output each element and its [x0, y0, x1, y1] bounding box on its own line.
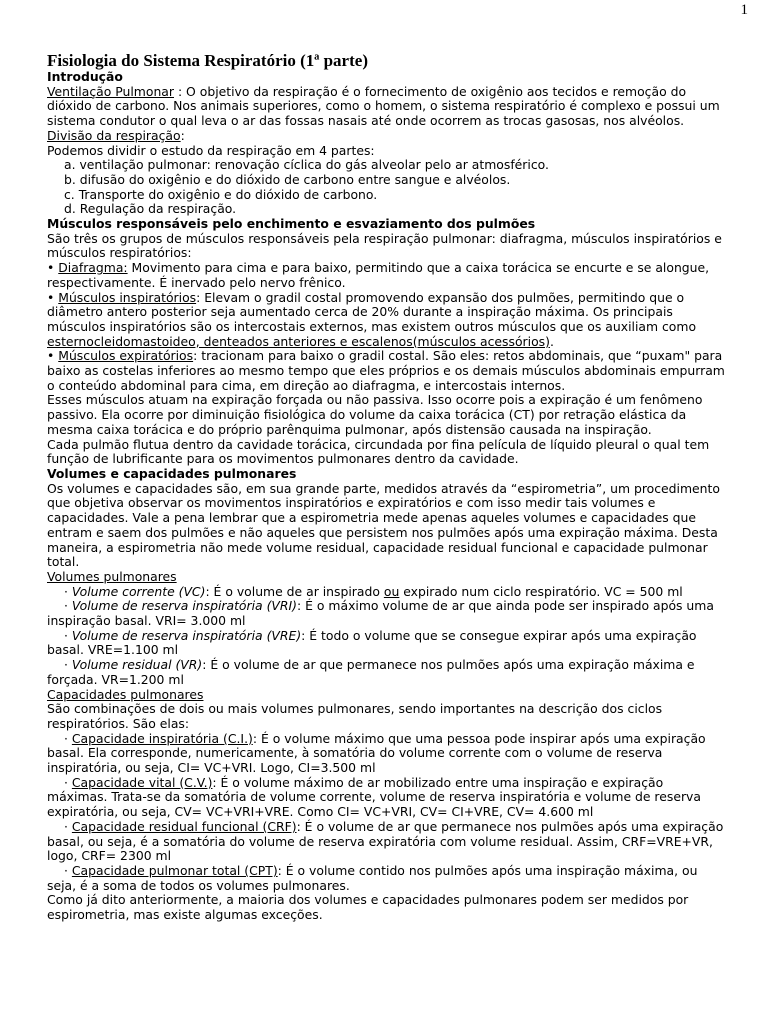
intro-paragraph: [47, 85, 727, 129]
intro-text: : O objetivo da respiração é o fornecimento de oxigênio aos tecidos e remoção do dióxido de carbono. Nos animais superiores, como o homem, o sistema respiratório é complexo e possui um sistema condutor o qual leva o ar das fossas nasais até onde ocorrem as trocas gasosas, nos alvéolos.: [47, 83, 720, 129]
vc-term: Volume corrente (VC): [71, 583, 206, 599]
vre-term: Volume de reserva inspiratória (VRE): [71, 627, 302, 643]
cpt-term: Capacidade pulmonar total (CPT): [71, 862, 278, 878]
volume-vc: [47, 585, 727, 600]
inspiratory-term: Músculos inspiratórios: [58, 289, 197, 305]
inspiratory-end: .: [549, 333, 554, 349]
capacity-cpt: [47, 864, 727, 893]
inspiratory-bullet: [47, 291, 727, 350]
pleural-paragraph: Cada pulmão flutua dentro da cavidade torácica, circundada por fina película de líquido pleural o qual tem função de lubrificante para os movimentos pulmonares dentro da cavidade.: [47, 436, 710, 467]
inspiratory-text: : Elevam o gradil costal promovendo expansão dos pulmões, permitindo que o diâmetro antero posterior seja aumentado cerca de 20% durante a inspiração máxima. Os principais músculos inspiratórios são os intercostais externos, mas existem outros músculos que os auxiliam como: [47, 289, 697, 334]
vr-text: : É o volume de ar que permanece nos pulmões após uma expiração máxima e forçada. VR=1.200 ml: [47, 657, 695, 687]
marker-icon: ·: [64, 598, 72, 614]
volume-vr: [47, 658, 727, 687]
capacity-crf: [47, 820, 727, 864]
volumes-intro: Os volumes e capacidades são, em sua grande parte, medidos através da “espirometria”, um procedimento que objetiva observar os movimentos inspiratórios e expiratórios e com isso medir tais volumes e capacidades. Vale a pena lembrar que a espirometria mede apenas aqueles volumes e capacidades que entram e saem dos pulmões e não aqueles que persistem nos pulmões após uma expiração máxima. Desta maneira, a espirometria não mede volume residual, capacidade residual funcional e capacidade pulmonar total.: [47, 480, 720, 570]
vc-text-a: : É o volume de ar inspirado: [205, 583, 384, 599]
capacities-subheading: Capacidades pulmonares: [47, 686, 204, 702]
ventilation-term: Ventilação Pulmonar: [47, 83, 174, 99]
cv-term: Capacidade vital (C.V.): [71, 774, 213, 790]
diaphragm-text: Movimento para cima e para baixo, permitindo que a caixa torácica se encurte e se alongue, respectivamente. É inervado pelo nervo frênico.: [47, 260, 710, 290]
capacity-cv: [47, 776, 727, 820]
marker-icon: ·: [64, 583, 72, 599]
marker-icon: ·: [64, 862, 72, 878]
vr-term: Volume residual (VR): [71, 657, 203, 673]
capacity-ci: [47, 732, 727, 776]
marker-icon: ·: [64, 627, 72, 643]
vc-or: ou: [383, 583, 400, 599]
diaphragm-term: Diafragma:: [58, 260, 128, 276]
expiratory-bullet: [47, 349, 727, 393]
diaphragm-bullet: [47, 261, 727, 290]
forced-expiration-paragraph: Esses músculos atuam na expiração forçada ou não passiva. Isso ocorre pois a expiração é um fenômeno passivo. Ela ocorre por diminuição fisiológica do volume da caixa torácica (CT) por retração elástica da mesma caixa torácica e do próprio parênquima pulmonar, após distensão causada na inspiração.: [47, 392, 703, 437]
muscles-intro: São três os grupos de músculos responsáveis pela respiração pulmonar: diafragma, músculos inspiratórios e músculos respiratórios:: [47, 230, 722, 261]
accessory-muscles: esternocleidomastoideo, denteados anteriores e escalenos(músculos acessórios): [47, 333, 550, 349]
marker-icon: ·: [64, 657, 72, 673]
page-title: Fisiologia do Sistema Respiratório (1ª parte): [47, 51, 368, 70]
division-heading: [47, 129, 727, 144]
document-body: [47, 51, 727, 923]
crf-term: Capacidade residual funcional (CRF): [71, 818, 297, 834]
marker-icon: ·: [64, 818, 72, 834]
volumes-subheading: Volumes pulmonares: [47, 568, 177, 584]
cpt-text: : É o volume contido nos pulmões após uma inspiração máxima, ou seja, é a soma de todos os volumes pulmonares.: [47, 862, 698, 893]
ci-term: Capacidade inspiratória (C.I.): [71, 730, 253, 746]
volumes-heading: Volumes e capacidades pulmonares: [47, 465, 297, 481]
bullet-icon: •: [47, 348, 55, 364]
expiratory-text: : tracionam para baixo o gradil costal. São eles: retos abdominais, que “puxam" para baixo as costelas inferiores ao mesmo tempo que eles próprios e os demais músculos abdominais empurram o conteúdo abdominal para cima, em direção ao diafragma, e intercostais internos.: [47, 348, 725, 393]
division-item-c: c. Transporte do oxigênio e do dióxido de carbono.: [64, 186, 378, 202]
marker-icon: ·: [64, 730, 72, 746]
volume-vre: [47, 629, 727, 658]
volume-vri: [47, 599, 727, 628]
expiratory-term: Músculos expiratórios: [58, 348, 194, 364]
marker-icon: ·: [64, 774, 72, 790]
muscles-heading: Músculos responsáveis pelo enchimento e esvaziamento dos pulmões: [47, 216, 536, 232]
vre-text: : É todo o volume que se consegue expirar após uma expiração basal. VRE=1.100 ml: [47, 627, 697, 658]
page-number: 1: [740, 2, 748, 18]
division-colon: :: [180, 127, 185, 143]
intro-heading: Introdução: [47, 69, 123, 84]
division-item-b: b. difusão do oxigênio e do dióxido de carbono entre sangue e alvéolos.: [64, 171, 511, 187]
vri-text: : É o máximo volume de ar que ainda pode ser inspirado após uma inspiração basal. VRI= 3.000 ml: [47, 598, 714, 629]
division-item-d: d. Regulação da respiração.: [64, 201, 237, 217]
capacities-intro: São combinações de dois ou mais volumes pulmonares, sendo importantes na descrição dos ciclos respiratórios. São elas:: [47, 701, 663, 731]
vri-term: Volume de reserva inspiratória (VRI): [71, 598, 297, 614]
division-intro: Podemos dividir o estudo da respiração em 4 partes:: [47, 142, 375, 158]
division-heading-text: Divisão da respiração: [47, 127, 181, 143]
closing-paragraph: Como já dito anteriormente, a maioria dos volumes e capacidades pulmonares podem ser medidos por espirometria, mas existe algumas exceções.: [47, 892, 689, 923]
ci-text: : É o volume máximo que uma pessoa pode inspirar após uma expiração basal. Ela corresponde, numericamente, à somatória do volume corrente com o volume de reserva inspiratória, ou seja, CI= VC+VRI. Logo, CI=3.500 ml: [47, 730, 706, 776]
cv-text: : É o volume máximo de ar mobilizado entre uma inspiração e expiração máximas. Trata-se da somatória de volume corrente, volume de reserva inspiratória e volume de reserva expiratória, ou seja, CV= VC+VRI+VRE. Como CI= VC+VRI, CV= CI+VRE, CV= 4.600 ml: [47, 774, 701, 820]
division-item-a: a. ventilação pulmonar: renovação cíclica do gás alveolar pelo ar atmosférico.: [64, 157, 549, 173]
vc-text-b: expirado num ciclo respiratório. VC = 500 ml: [399, 583, 683, 599]
bullet-icon: •: [47, 289, 55, 305]
bullet-icon: •: [47, 260, 55, 276]
crf-text: : É o volume de ar que permanece nos pulmões após uma expiração basal, ou seja, é a somatória do volume de reserva expiratória com volume residual. Assim, CRF=VRE+VR, logo, CRF= 2300 ml: [47, 818, 724, 864]
